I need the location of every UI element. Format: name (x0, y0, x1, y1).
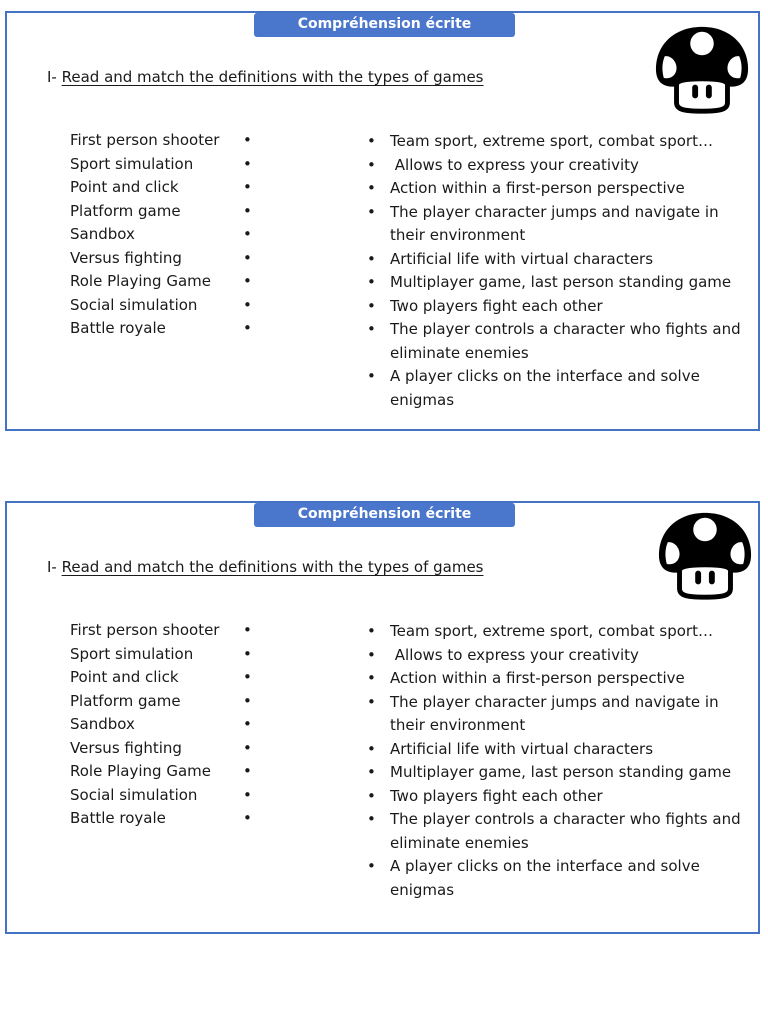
list-item (70, 666, 255, 690)
instruction-prefix: I- (47, 68, 62, 86)
type-label: Role Playing Game (70, 762, 211, 780)
list-item (367, 271, 757, 295)
type-label: Sandbox (70, 225, 135, 243)
match-dot[interactable]: • (243, 762, 252, 780)
list-item (367, 318, 757, 365)
game-types-list (70, 619, 255, 831)
type-label: First person shooter (70, 131, 220, 149)
list-item (367, 667, 757, 691)
type-label: Point and click (70, 178, 179, 196)
type-label: Role Playing Game (70, 272, 211, 290)
match-dot[interactable]: • (367, 179, 376, 197)
instruction-prefix: I- (47, 558, 62, 576)
definition-text: The player character jumps and navigate in their environment (390, 692, 719, 734)
list-item (70, 760, 255, 784)
match-dot[interactable]: • (243, 178, 252, 196)
list-item (367, 177, 757, 201)
match-dot[interactable]: • (367, 622, 376, 640)
match-dot[interactable]: • (243, 225, 252, 243)
list-item (70, 317, 255, 341)
match-dot[interactable]: • (367, 202, 376, 221)
match-dot[interactable]: • (243, 809, 252, 827)
list-item (70, 737, 255, 761)
list-item (367, 644, 757, 668)
match-dot[interactable]: • (367, 857, 376, 875)
definition-text: The player character jumps and navigate in their environment (390, 202, 719, 244)
list-item (70, 619, 255, 643)
type-label: Sandbox (70, 715, 135, 733)
definitions-list (367, 620, 757, 902)
type-label: Social simulation (70, 785, 198, 804)
definition-text: Allows to express your creativity (390, 645, 639, 664)
match-dot[interactable]: • (367, 763, 376, 781)
type-label: Sport simulation (70, 154, 194, 173)
match-dot[interactable]: • (367, 155, 376, 174)
list-item (367, 365, 757, 412)
match-dot[interactable]: • (243, 154, 252, 173)
instruction (47, 67, 484, 87)
definition-text: Allows to express your creativity (390, 155, 639, 174)
match-dot[interactable]: • (243, 738, 252, 757)
list-item (70, 200, 255, 224)
definition-text: A player clicks on the interface and solve enigmas (390, 367, 700, 409)
list-item (70, 129, 255, 153)
definition-text: Multiplayer game, last person standing game (390, 273, 732, 291)
match-dot[interactable]: • (243, 248, 252, 267)
list-item (367, 130, 757, 154)
definition-text: Action within a first-person perspective (390, 179, 685, 197)
list-item (70, 784, 255, 808)
definition-text: Team sport, extreme sport, combat sport… (390, 132, 713, 150)
mushroom-icon (653, 23, 751, 115)
type-label: Versus fighting (70, 738, 182, 757)
type-label: Point and click (70, 668, 179, 686)
match-dot[interactable]: • (367, 786, 376, 805)
list-item (70, 247, 255, 271)
match-dot[interactable]: • (243, 295, 252, 314)
type-label: Platform game (70, 201, 181, 220)
list-item (367, 154, 757, 178)
match-dot[interactable]: • (243, 272, 252, 290)
list-item (367, 738, 757, 762)
instruction-text: Read and match the definitions with the types of games (61, 68, 484, 86)
match-dot[interactable]: • (367, 320, 376, 338)
list-item (367, 201, 757, 248)
list-item (367, 248, 757, 272)
instruction-text: Read and match the definitions with the types of games (61, 558, 484, 576)
game-types-list (70, 129, 255, 341)
definition-text: The player controls a character who fights and eliminate enemies (390, 810, 741, 852)
type-label: Sport simulation (70, 644, 194, 663)
match-dot[interactable]: • (243, 668, 252, 686)
match-dot[interactable]: • (367, 645, 376, 664)
definition-text: The player controls a character who fights and eliminate enemies (390, 320, 741, 362)
definition-text: Team sport, extreme sport, combat sport… (390, 622, 713, 640)
list-item (70, 294, 255, 318)
match-dot[interactable]: • (367, 132, 376, 150)
list-item (367, 761, 757, 785)
worksheet-card-2 (5, 501, 760, 934)
match-dot[interactable]: • (243, 644, 252, 663)
type-label: Battle royale (70, 319, 166, 337)
list-item (70, 807, 255, 831)
match-dot[interactable]: • (367, 249, 376, 268)
type-label: First person shooter (70, 621, 220, 639)
match-dot[interactable]: • (243, 785, 252, 804)
definition-text: Two players fight each other (390, 786, 603, 805)
list-item (367, 855, 757, 902)
list-item (70, 153, 255, 177)
match-dot[interactable]: • (243, 691, 252, 710)
list-item (367, 808, 757, 855)
list-item (367, 691, 757, 738)
list-item (70, 690, 255, 714)
list-item (367, 785, 757, 809)
match-dot[interactable]: • (243, 131, 252, 149)
match-dot[interactable]: • (367, 692, 376, 711)
match-dot[interactable]: • (367, 296, 376, 315)
list-item (70, 643, 255, 667)
match-dot[interactable]: • (243, 621, 252, 639)
match-dot[interactable]: • (367, 739, 376, 758)
definition-text: Artificial life with virtual characters (390, 249, 654, 268)
match-dot[interactable]: • (243, 319, 252, 337)
type-label: Social simulation (70, 295, 198, 314)
section-banner: Compréhension écrite (254, 13, 515, 37)
match-dot[interactable]: • (367, 810, 376, 828)
match-dot[interactable]: • (367, 273, 376, 291)
list-item (70, 223, 255, 247)
list-item (70, 176, 255, 200)
definition-text: A player clicks on the interface and solve enigmas (390, 857, 700, 899)
type-label: Platform game (70, 691, 181, 710)
list-item (367, 620, 757, 644)
definition-text: Artificial life with virtual characters (390, 739, 654, 758)
instruction (47, 557, 484, 577)
match-dot[interactable]: • (367, 367, 376, 385)
mushroom-icon (656, 509, 754, 601)
match-dot[interactable]: • (243, 201, 252, 220)
definition-text: Two players fight each other (390, 296, 603, 315)
definitions-list (367, 130, 757, 412)
definition-text: Multiplayer game, last person standing game (390, 763, 732, 781)
list-item (70, 713, 255, 737)
worksheet-card-1 (5, 11, 760, 431)
list-item (70, 270, 255, 294)
type-label: Battle royale (70, 809, 166, 827)
section-banner: Compréhension écrite (254, 503, 515, 527)
type-label: Versus fighting (70, 248, 182, 267)
match-dot[interactable]: • (243, 715, 252, 733)
definition-text: Action within a first-person perspective (390, 669, 685, 687)
list-item (367, 295, 757, 319)
match-dot[interactable]: • (367, 669, 376, 687)
